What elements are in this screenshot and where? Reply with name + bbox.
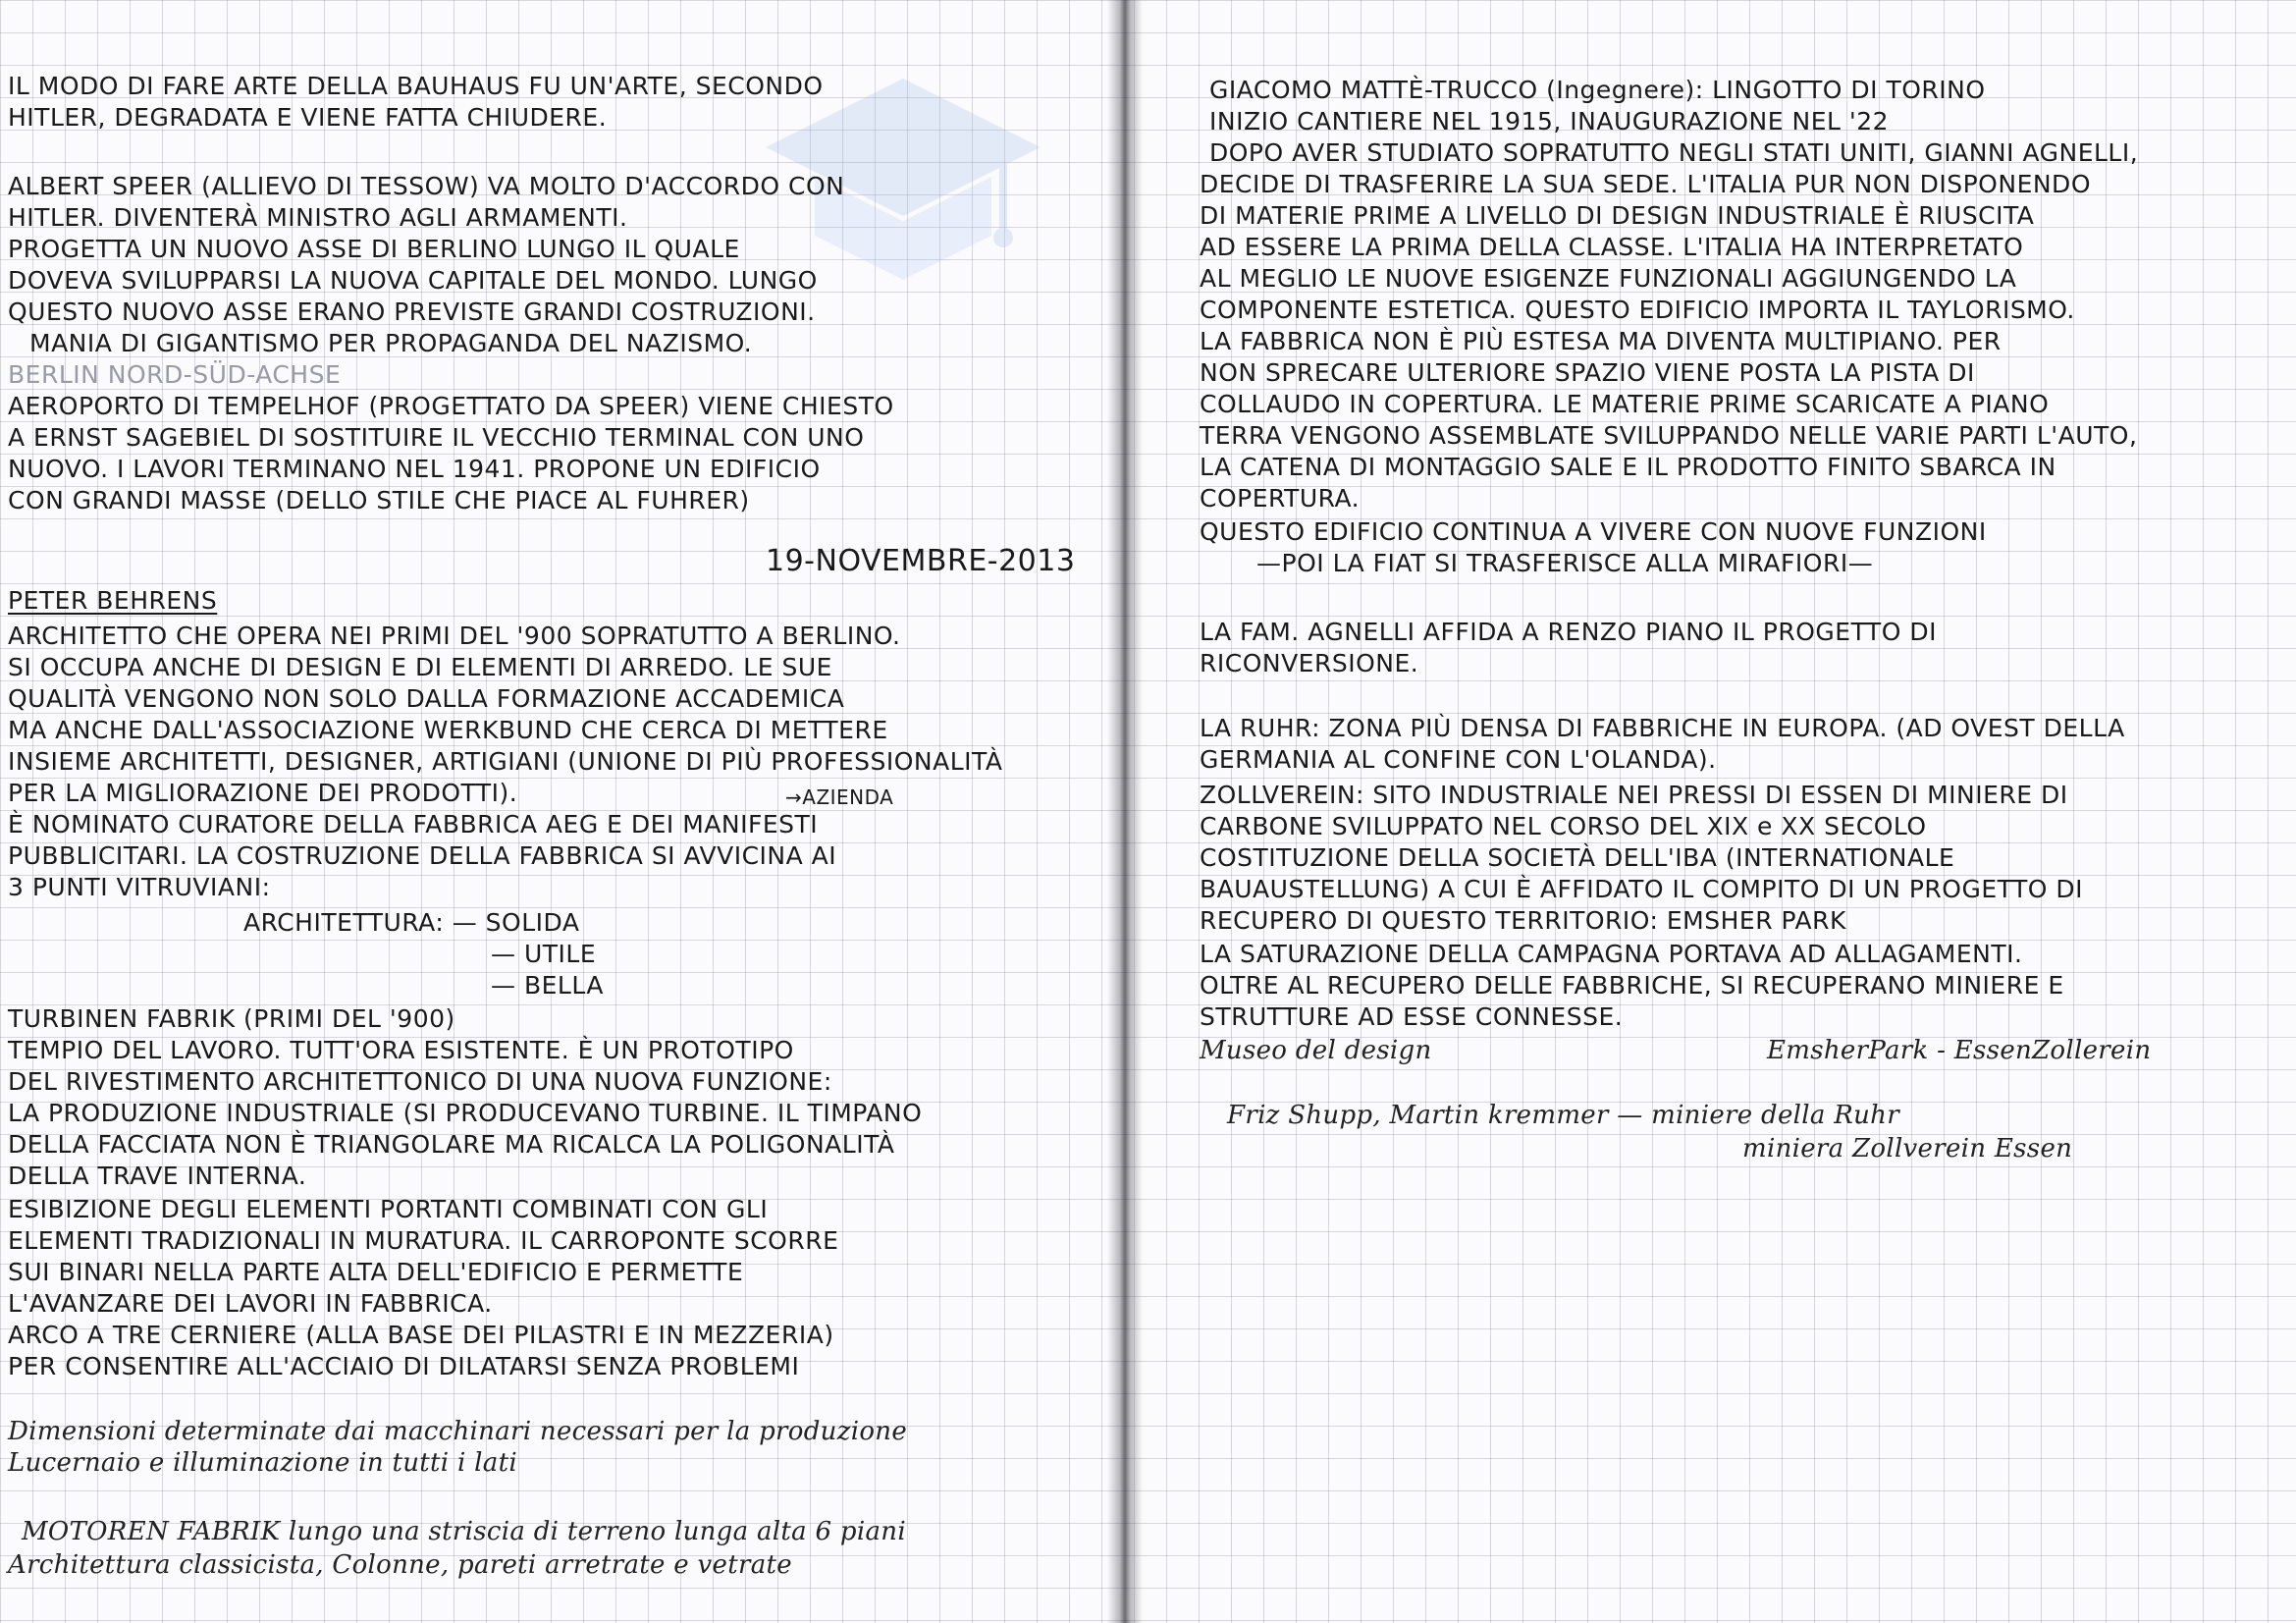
- text-line: QUESTO NUOVO ASSE ERANO PREVISTE GRANDI COSTRUZIONI.: [8, 298, 816, 326]
- text-line: DEL RIVESTIMENTO ARCHITETTONICO DI UNA NUOVA FUNZIONE:: [8, 1067, 832, 1096]
- text-line: TEMPIO DEL LAVORO. TUTT'ORA ESISTENTE. È UN PROTOTIPO: [8, 1036, 794, 1064]
- text-line: LA SATURAZIONE DELLA CAMPAGNA PORTAVA AD ALLAGAMENTI.: [1200, 940, 2023, 968]
- text-line: DOVEVA SVILUPPARSI LA NUOVA CAPITALE DEL MONDO. LUNGO: [8, 266, 818, 295]
- text-line: TURBINEN FABRIK (PRIMI DEL '900): [8, 1004, 455, 1033]
- text-line: TERRA VENGONO ASSEMBLATE SVILUPPANDO NELLE VARIE PARTI L'AUTO,: [1200, 421, 2138, 450]
- annotation-arrow: →AZIENDA: [785, 785, 894, 809]
- text-line: PUBBLICITARI. LA COSTRUZIONE DELLA FABBRICA SI AVVICINA AI: [8, 841, 837, 870]
- text-line: DOPO AVER STUDIATO SOPRATUTTO NEGLI STATI UNITI, GIANNI AGNELLI,: [1209, 138, 2139, 167]
- text-line: COPERTURA.: [1200, 484, 1361, 513]
- text-line: INIZIO CANTIERE NEL 1915, INAUGURAZIONE NEL '22: [1209, 107, 1890, 135]
- handwritten-note: Museo del design: [1200, 1036, 1432, 1065]
- text-line: OLTRE AL RECUPERO DELLE FABBRICHE, SI RECUPERANO MINIERE E: [1200, 971, 2064, 1000]
- left-page: [0, 0, 1099, 1623]
- text-line: HITLER. DIVENTERÀ MINISTRO AGLI ARMAMENTI.: [8, 203, 628, 232]
- text-line: INSIEME ARCHITETTI, DESIGNER, ARTIGIANI (UNIONE DI PIÙ PROFESSIONALITÀ: [8, 747, 1003, 776]
- text-line: CARBONE SVILUPPATO NEL CORSO DEL XIX e XX SECOLO: [1200, 812, 1927, 840]
- text-line: SUI BINARI NELLA PARTE ALTA DELL'EDIFICIO E PERMETTE: [8, 1258, 744, 1286]
- text-line: CON GRANDI MASSE (DELLO STILE CHE PIACE AL FUHRER): [8, 486, 750, 514]
- text-line: STRUTTURE AD ESSE CONNESSE.: [1200, 1002, 1624, 1031]
- text-line: ARCHITETTO CHE OPERA NEI PRIMI DEL '900 SOPRATUTTO A BERLINO.: [8, 622, 901, 650]
- text-line: — UTILE: [491, 940, 597, 968]
- text-line: PER LA MIGLIORAZIONE DEI PRODOTTI).: [8, 779, 518, 807]
- date-heading: 19-NOVEMBRE-2013: [766, 544, 1076, 578]
- text-line: QUALITÀ VENGONO NON SOLO DALLA FORMAZIONE ACCADEMICA: [8, 684, 845, 713]
- text-line: NUOVO. I LAVORI TERMINANO NEL 1941. PROPONE UN EDIFICIO: [8, 455, 821, 483]
- text-line: AL MEGLIO LE NUOVE ESIGENZE FUNZIONALI AGGIUNGENDO LA: [1200, 264, 2017, 293]
- text-line: DI MATERIE PRIME A LIVELLO DI DESIGN INDUSTRIALE È RIUSCITA: [1200, 201, 2035, 230]
- text-line-faint: BERLIN NORD-SÜD-ACHSE: [8, 360, 342, 389]
- text-line: RECUPERO DI QUESTO TERRITORIO: EMSHER PARK: [1200, 906, 1846, 935]
- text-line: PROGETTA UN NUOVO ASSE DI BERLINO LUNGO IL QUALE: [8, 235, 740, 263]
- text-line: IL MODO DI FARE ARTE DELLA BAUHAUS FU UN'ARTE, SECONDO: [8, 72, 824, 100]
- page-gutter: [1107, 0, 1143, 1623]
- text-line: DECIDE DI TRASFERIRE LA SUA SEDE. L'ITALIA PUR NON DISPONENDO: [1200, 170, 2091, 198]
- text-line: GIACOMO MATTÈ-TRUCCO (Ingegnere): LINGOTTO DI TORINO: [1209, 76, 1986, 104]
- text-line: LA PRODUZIONE INDUSTRIALE (SI PRODUCEVANO TURBINE. IL TIMPANO: [8, 1099, 923, 1127]
- text-line: LA FABBRICA NON È PIÙ ESTESA MA DIVENTA MULTIPIANO. PER: [1200, 327, 2002, 355]
- text-line: DELLA TRAVE INTERNA.: [8, 1162, 307, 1190]
- text-line: MANIA DI GIGANTISMO PER PROPAGANDA DEL NAZISMO.: [29, 329, 753, 357]
- text-line: AD ESSERE LA PRIMA DELLA CLASSE. L'ITALIA HA INTERPRETATO: [1200, 233, 2024, 261]
- handwritten-note: Lucernaio e illuminazione in tutti i lati: [8, 1448, 517, 1478]
- text-line: — BELLA: [491, 971, 604, 1000]
- text-line: —POI LA FIAT SI TRASFERISCE ALLA MIRAFIORI—: [1256, 549, 1874, 577]
- text-line: SI OCCUPA ANCHE DI DESIGN E DI ELEMENTI DI ARREDO. LE SUE: [8, 653, 832, 681]
- text-line: LA FAM. AGNELLI AFFIDA A RENZO PIANO IL PROGETTO DI: [1200, 618, 1937, 646]
- text-line: MA ANCHE DALL'ASSOCIAZIONE WERKBUND CHE CERCA DI METTERE: [8, 716, 888, 744]
- handwritten-note: EmsherPark - EssenZollerein: [1767, 1036, 2152, 1065]
- text-line: ARCHITETTURA: — SOLIDA: [243, 908, 580, 937]
- handwritten-note: Dimensioni determinate dai macchinari necessari per la produzione: [8, 1417, 908, 1446]
- text-line: ZOLLVEREIN: SITO INDUSTRIALE NEI PRESSI DI ESSEN DI MINIERE DI: [1200, 781, 2068, 809]
- text-line: DELLA FACCIATA NON È TRIANGOLARE MA RICALCA LA POLIGONALITÀ: [8, 1130, 895, 1159]
- text-line: L'AVANZARE DEI LAVORI IN FABBRICA.: [8, 1289, 493, 1318]
- text-line: PER CONSENTIRE ALL'ACCIAIO DI DILATARSI SENZA PROBLEMI: [8, 1352, 800, 1380]
- section-heading: PETER BEHRENS: [8, 586, 218, 615]
- text-line: HITLER, DEGRADATA E VIENE FATTA CHIUDERE.: [8, 103, 608, 132]
- text-line: COSTITUZIONE DELLA SOCIETÀ DELL'IBA (INTERNATIONALE: [1200, 843, 1955, 872]
- text-line: GERMANIA AL CONFINE CON L'OLANDA).: [1200, 745, 1717, 774]
- text-line: BAUAUSTELLUNG) A CUI È AFFIDATO IL COMPITO DI UN PROGETTO DI: [1200, 875, 2083, 903]
- handwritten-note: Architettura classicista, Colonne, pareti arretrate e vetrate: [8, 1550, 792, 1580]
- handwritten-note: MOTOREN FABRIK lungo una striscia di terreno lunga alta 6 piani: [22, 1517, 906, 1546]
- text-line: COLLAUDO IN COPERTURA. LE MATERIE PRIME SCARICATE A PIANO: [1200, 390, 2050, 418]
- text-line: A ERNST SAGEBIEL DI SOSTITUIRE IL VECCHIO TERMINAL CON UNO: [8, 423, 865, 452]
- text-line: ARCO A TRE CERNIERE (ALLA BASE DEI PILASTRI E IN MEZZERIA): [8, 1321, 834, 1349]
- text-line: QUESTO EDIFICIO CONTINUA A VIVERE CON NUOVE FUNZIONI: [1200, 517, 1987, 546]
- text-line: LA RUHR: ZONA PIÙ DENSA DI FABBRICHE IN EUROPA. (AD OVEST DELLA: [1200, 714, 2125, 742]
- text-line: LA CATENA DI MONTAGGIO SALE E IL PRODOTTO FINITO SBARCA IN: [1200, 453, 2056, 481]
- text-line: RICONVERSIONE.: [1200, 649, 1419, 677]
- handwritten-note: miniera Zollverein Essen: [1742, 1134, 2073, 1163]
- text-line: ESIBIZIONE DEGLI ELEMENTI PORTANTI COMBINATI CON GLI: [8, 1195, 769, 1223]
- text-line: NON SPRECARE ULTERIORE SPAZIO VIENE POSTA LA PISTA DI: [1200, 358, 1975, 387]
- text-line: È NOMINATO CURATORE DELLA FABBRICA AEG E DEI MANIFESTI: [8, 810, 819, 839]
- text-line: ALBERT SPEER (ALLIEVO DI TESSOW) VA MOLTO D'ACCORDO CON: [8, 172, 845, 200]
- text-line: COMPONENTE ESTETICA. QUESTO EDIFICIO IMPORTA IL TAYLORISMO.: [1200, 296, 2075, 324]
- handwritten-note: Friz Shupp, Martin kremmer — miniere della Ruhr: [1227, 1101, 1899, 1130]
- text-line: 3 PUNTI VITRUVIANI:: [8, 873, 271, 901]
- text-line: AEROPORTO DI TEMPELHOF (PROGETTATO DA SPEER) VIENE CHIESTO: [8, 392, 894, 420]
- right-page: [1148, 0, 2296, 1623]
- text-line: ELEMENTI TRADIZIONALI IN MURATURA. IL CARROPONTE SCORRE: [8, 1226, 839, 1255]
